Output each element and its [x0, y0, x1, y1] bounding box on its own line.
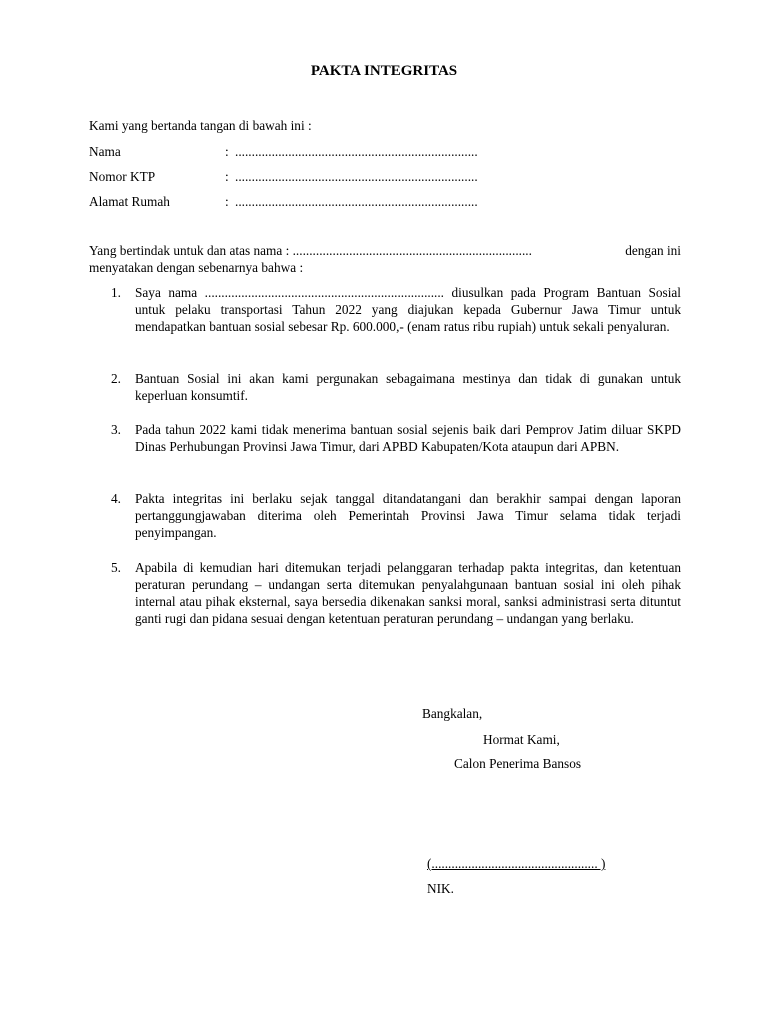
- field-label: Nomor KTP: [89, 169, 156, 184]
- list-item-2: [111, 370, 681, 404]
- list-item-4: [111, 490, 681, 541]
- signature-place: Bangkalan,: [422, 706, 483, 721]
- acting-line-1-left: Yang bertindak untuk dan atas nama : ........................................................................: [89, 243, 532, 258]
- list-number: 3.: [111, 422, 121, 437]
- field-colon: :: [225, 169, 229, 184]
- acting-line-1-right: dengan ini: [625, 243, 681, 258]
- list-text: Bantuan Sosial ini akan kami pergunakan sebagaimana mestinya dan tidak di gunakan untuk keperluan konsumtif.: [135, 371, 681, 403]
- field-label: Nama: [89, 144, 121, 159]
- field-blank: .........................................................................: [235, 169, 478, 184]
- signature-role: Calon Penerima Bansos: [454, 756, 582, 771]
- field-colon: :: [225, 194, 229, 209]
- acting-line-1: [89, 242, 681, 259]
- list-number: 1.: [111, 285, 121, 300]
- list-item-5: [111, 559, 681, 627]
- signature-name-line: (.................................................. ): [427, 856, 606, 871]
- list-number: 5.: [111, 560, 121, 575]
- intro-text: Kami yang bertanda tangan di bawah ini :: [89, 118, 312, 133]
- field-colon: :: [225, 144, 229, 159]
- field-label: Alamat Rumah: [89, 194, 170, 209]
- signature-nik: NIK.: [427, 881, 454, 896]
- list-item-3: [111, 421, 681, 455]
- acting-statement: [89, 242, 681, 276]
- field-blank: .........................................................................: [235, 144, 478, 159]
- field-blank: .........................................................................: [235, 194, 478, 209]
- list-number: 4.: [111, 491, 121, 506]
- signature-greeting: Hormat Kami,: [483, 732, 560, 747]
- list-text: Apabila di kemudian hari ditemukan terjadi pelanggaran terhadap pakta integritas, dan ketentuan peraturan perundang – undangan serta ditemukan penyalahgunaan bantuan sosial ini oleh pihak internal atau pihak eksternal, saya bersedia dikenakan sanksi moral, sanksi administrasi serta dituntut ganti rugi dan pidana sesuai dengan ketentuan peraturan perundang – undangan yang berlaku.: [135, 560, 681, 626]
- list-number: 2.: [111, 371, 121, 386]
- acting-line-2: menyatakan dengan sebenarnya bahwa :: [89, 260, 304, 275]
- list-item-1: [111, 284, 681, 335]
- list-text: Pakta integritas ini berlaku sejak tanggal ditandatangani dan berakhir sampai dengan laporan pertanggungjawaban diterima oleh Pemerintah Provinsi Jawa Timur selama tidak terjadi penyimpangan.: [135, 491, 681, 540]
- list-text: Pada tahun 2022 kami tidak menerima bantuan sosial sejenis baik dari Pemprov Jatim diluar SKPD Dinas Perhubungan Provinsi Jawa Timur, dari APBD Kabupaten/Kota ataupun dari APBN.: [135, 422, 681, 454]
- list-text: Saya nama ........................................................................ diusulkan pada Program Bantuan Sosial untuk pelaku transportasi Tahun 2022 yang diajukan kepada Gubernur Jawa Timur untuk mendapatkan bantuan sosial sebesar Rp. 600.000,- (enam ratus ribu rupiah) untuk sekali penyaluran.: [135, 285, 681, 334]
- document-title: PAKTA INTEGRITAS: [310, 63, 458, 79]
